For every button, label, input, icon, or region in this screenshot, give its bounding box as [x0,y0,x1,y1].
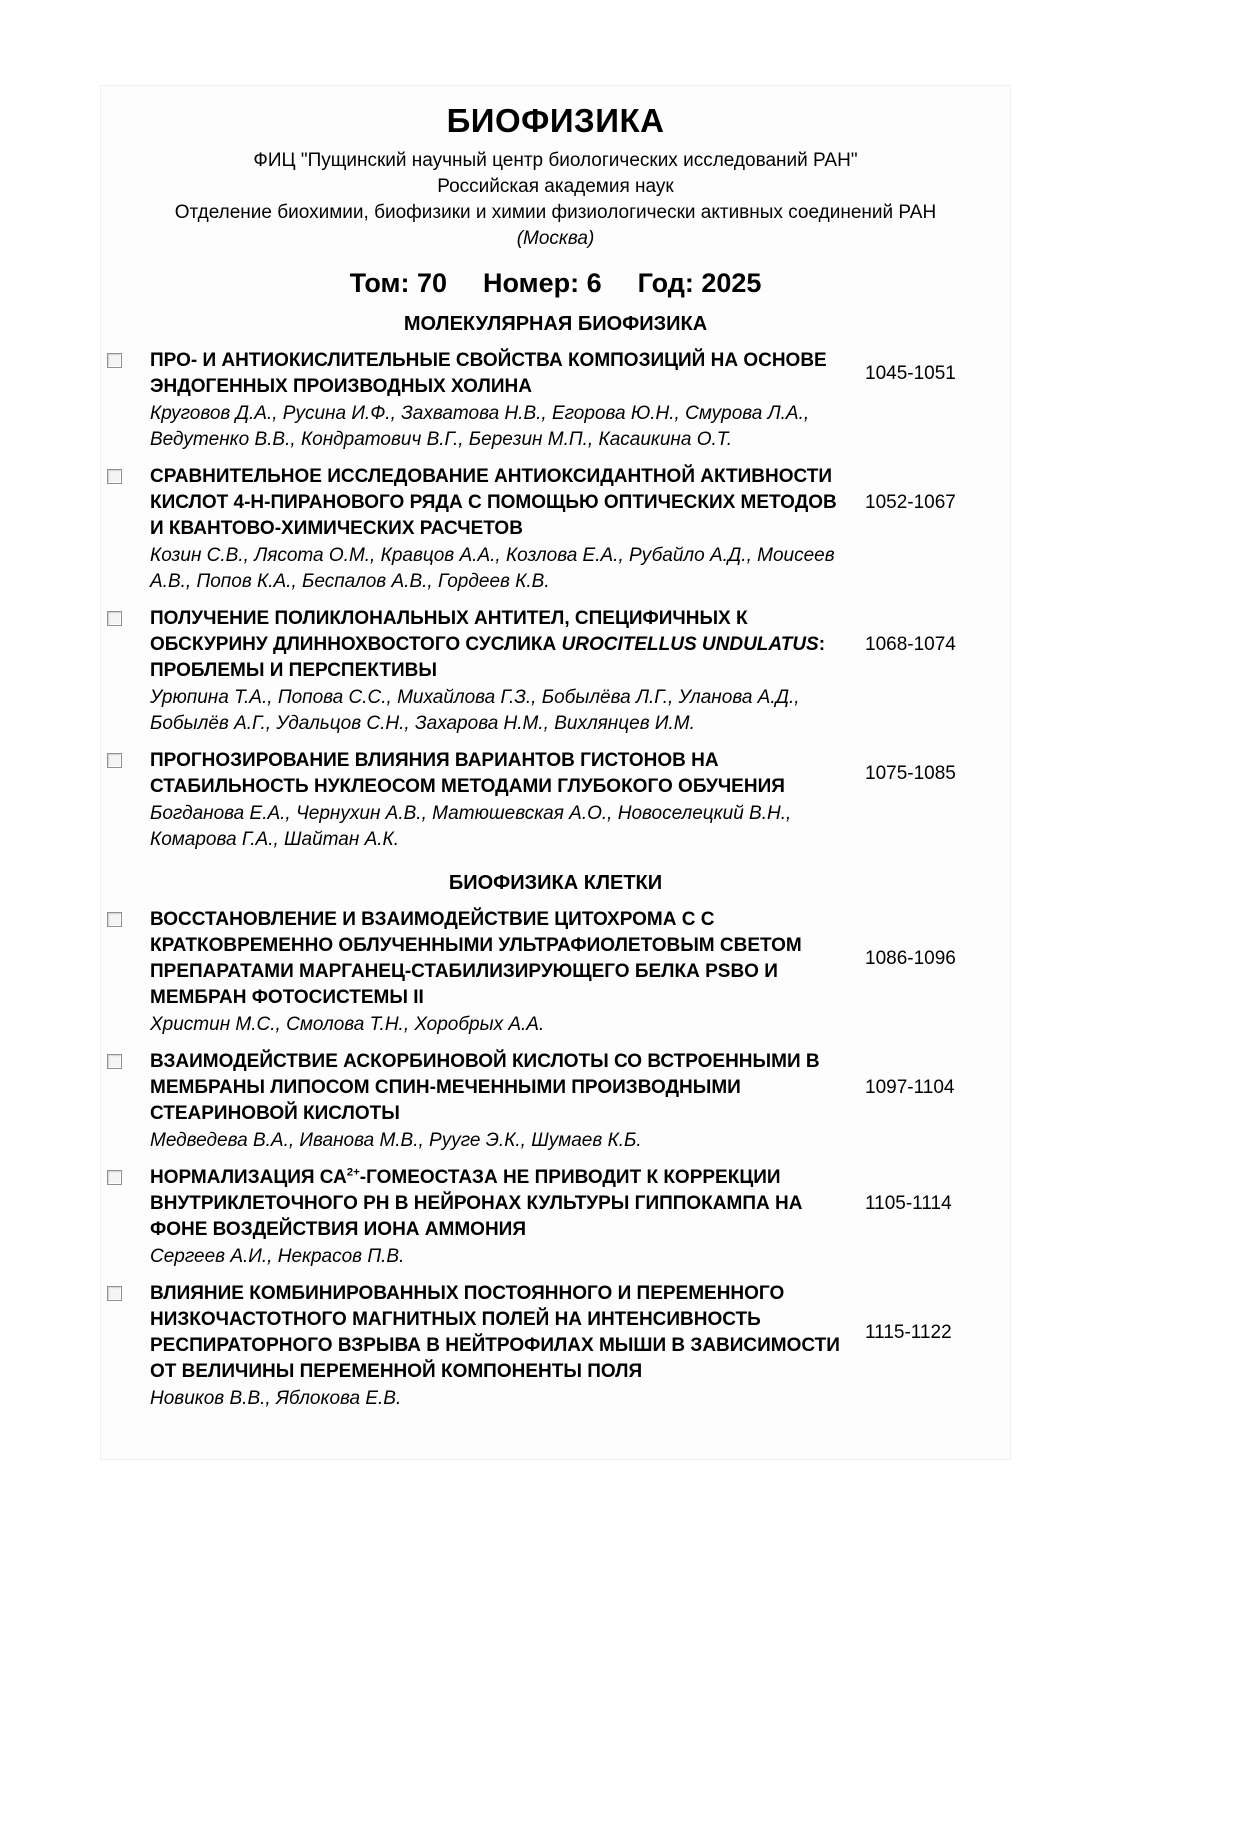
article-checkbox[interactable] [107,753,122,768]
issue-number: Номер: 6 [483,268,602,298]
article-pages: 1115-1122 [865,1322,952,1343]
issue-year: Год: 2025 [637,268,762,298]
article-title-segment: НОРМАЛИЗАЦИЯ СА [150,1167,347,1188]
article-entry [101,1277,1010,1419]
article-entry [101,744,1010,860]
article-entry-main [150,606,1010,737]
article-entry-top [150,348,1010,400]
article-entry-top [150,464,1010,542]
article-entry-top [150,1165,1010,1243]
article-authors: Круговов Д.А., Русина И.Ф., Захватова Н.В., Егорова Ю.Н., Смурова Л.А., Ведутенко В.В., Кондратович В.Г., Березин М.П., Касаикина О.Т. [150,403,810,450]
article-entry-main [150,1165,1010,1270]
article-entry [101,344,1010,460]
article-pages: 1068-1074 [865,634,956,655]
article-checkbox[interactable] [107,1170,122,1185]
header-org-line-1: ФИЦ "Пущинский научный центр биологических исследований РАН" [253,150,858,171]
article-title-segment: ВОССТАНОВЛЕНИЕ И ВЗАИМОДЕЙСТВИЕ ЦИТОХРОМА С С КРАТКОВРЕМЕННО ОБЛУЧЕННЫМИ УЛЬТРАФИОЛЕТОВЫМ СВЕТОМ ПРЕПАРАТАМИ МАРГАНЕЦ-СТАБИЛИЗИРУЮЩЕГО БЕЛКА PSBO И МЕМБРАН ФОТОСИСТЕМЫ II [150,909,802,1008]
article-entry-top [150,907,1010,1011]
article-title [150,464,840,542]
article-entry [101,1045,1010,1161]
journal-header [101,102,1010,299]
article-title [150,748,840,800]
article-checkbox[interactable] [107,611,122,626]
article-title-segment: : ПРОБЛЕМЫ И ПЕРСПЕКТИВЫ [150,634,826,681]
article-entry-main [150,748,1010,853]
issue-volume: Том: 70 [349,268,447,298]
article-entry-top [150,1049,1010,1127]
article-title [150,348,840,400]
article-title [150,606,840,684]
article-checkbox[interactable] [107,1054,122,1069]
article-authors: Козин С.В., Лясота О.М., Кравцов А.А., Козлова Е.А., Рубайло А.Д., Моисеев А.В., Попов К.А., Беспалов А.В., Гордеев К.В. [150,545,835,592]
article-checkbox[interactable] [107,1286,122,1301]
section-heading: БИОФИЗИКА КЛЕТКИ [448,872,663,894]
article-title-segment: СРАВНИТЕЛЬНОЕ ИССЛЕДОВАНИЕ АНТИОКСИДАНТНОЙ АКТИВНОСТИ КИСЛОТ 4-Н-ПИРАНОВОГО РЯДА С ПОМОЩЬЮ ОПТИЧЕСКИХ МЕТОДОВ И КВАНТОВО-ХИМИЧЕСКИХ РАСЧЕТОВ [150,466,837,539]
toc-section [101,313,1010,860]
article-checkbox[interactable] [107,912,122,927]
article-authors: Новиков В.В., Яблокова Е.В. [150,1388,402,1409]
article-title-segment: ВЗАИМОДЕЙСТВИЕ АСКОРБИНОВОЙ КИСЛОТЫ СО ВСТРОЕННЫМИ В МЕМБРАНЫ ЛИПОСОМ СПИН-МЕЧЕННЫМИ ПРОИЗВОДНЫМИ СТЕАРИНОВОЙ КИСЛОТЫ [150,1051,820,1124]
article-authors: Сергеев А.И., Некрасов П.В. [150,1246,405,1267]
section-heading: МОЛЕКУЛЯРНАЯ БИОФИЗИКА [403,313,708,335]
issue-line [101,268,1010,299]
article-entry-main [150,464,1010,595]
article-title-segment: ПРО- И АНТИОКИСЛИТЕЛЬНЫЕ СВОЙСТВА КОМПОЗИЦИЙ НА ОСНОВЕ ЭНДОГЕННЫХ ПРОИЗВОДНЫХ ХОЛИНА [150,350,827,397]
article-pages: 1045-1051 [865,363,956,384]
article-checkbox[interactable] [107,469,122,484]
article-pages: 1105-1114 [865,1193,952,1214]
header-org-line-3: Отделение биохимии, биофизики и химии физиологически активных соединений РАН [174,202,937,223]
article-authors: Урюпина Т.А., Попова С.С., Михайлова Г.З., Бобылёва Л.Г., Уланова А.Д., Бобылёв А.Г., Удальцов С.Н., Захарова Н.М., Вихлянцев И.М. [150,687,800,734]
article-authors: Медведева В.А., Иванова М.В., Рууге Э.К., Шумаев К.Б. [150,1130,642,1151]
journal-title: БИОФИЗИКА [446,102,665,139]
article-pages: 1086-1096 [865,948,956,969]
article-title-segment: -ГОМЕОСТАЗА НЕ ПРИВОДИТ К КОРРЕКЦИИ ВНУТРИКЛЕТОЧНОГО РН В НЕЙРОНАХ КУЛЬТУРЫ ГИППОКАМПА НА ФОНЕ ВОЗДЕЙСТВИЯ ИОНА АММОНИЯ [150,1167,803,1240]
article-entry [101,602,1010,744]
header-org-line-2: Российская академия наук [437,176,674,197]
toc-section [101,872,1010,1419]
article-title [150,1049,840,1127]
article-authors: Богданова Е.А., Чернухин А.В., Матюшевская А.О., Новоселецкий В.Н., Комарова Г.А., Шайтан А.К. [150,803,792,850]
article-title-segment: ПРОГНОЗИРОВАНИЕ ВЛИЯНИЯ ВАРИАНТОВ ГИСТОНОВ НА СТАБИЛЬНОСТЬ НУКЛЕОСОМ МЕТОДАМИ ГЛУБОКОГО ОБУЧЕНИЯ [150,750,785,797]
article-entry [101,903,1010,1045]
journal-toc-page [100,85,1011,1460]
article-title [150,1165,840,1243]
article-checkbox[interactable] [107,353,122,368]
article-pages: 1075-1085 [865,763,956,784]
article-entry-main [150,907,1010,1038]
article-title [150,1281,840,1385]
article-entry [101,1161,1010,1277]
article-entry-top [150,606,1010,684]
article-title-segment: UROCITELLUS UNDULATUS [561,634,819,655]
article-authors: Христин М.С., Смолова Т.Н., Хоробрых А.А. [150,1014,545,1035]
article-title-segment: ВЛИЯНИЕ КОМБИНИРОВАННЫХ ПОСТОЯННОГО И ПЕРЕМЕННОГО НИЗКОЧАСТОТНОГО МАГНИТНЫХ ПОЛЕЙ НА ИНТЕНСИВНОСТЬ РЕСПИРАТОРНОГО ВЗРЫВА В НЕЙТРОФИЛАХ МЫШИ В ЗАВИСИМОСТИ ОТ ВЕЛИЧИНЫ ПЕРЕМЕННОЙ КОМПОНЕНТЫ ПОЛЯ [150,1283,840,1382]
article-pages: 1052-1067 [865,492,956,513]
table-of-contents [101,313,1010,1419]
article-pages: 1097-1104 [865,1077,955,1098]
article-entry-main [150,1049,1010,1154]
article-entry-top [150,748,1010,800]
article-entry [101,460,1010,602]
article-title-segment: 2+ [346,1166,360,1179]
article-title-segment: ПОЛУЧЕНИЕ ПОЛИКЛОНАЛЬНЫХ АНТИТЕЛ, СПЕЦИФИЧНЫХ К ОБСКУРИНУ ДЛИННОХВОСТОГО СУСЛИКА [150,608,748,655]
article-entry-main [150,348,1010,453]
article-entry-top [150,1281,1010,1385]
article-entry-main [150,1281,1010,1412]
header-city: (Москва) [516,228,595,249]
article-title [150,907,840,1011]
